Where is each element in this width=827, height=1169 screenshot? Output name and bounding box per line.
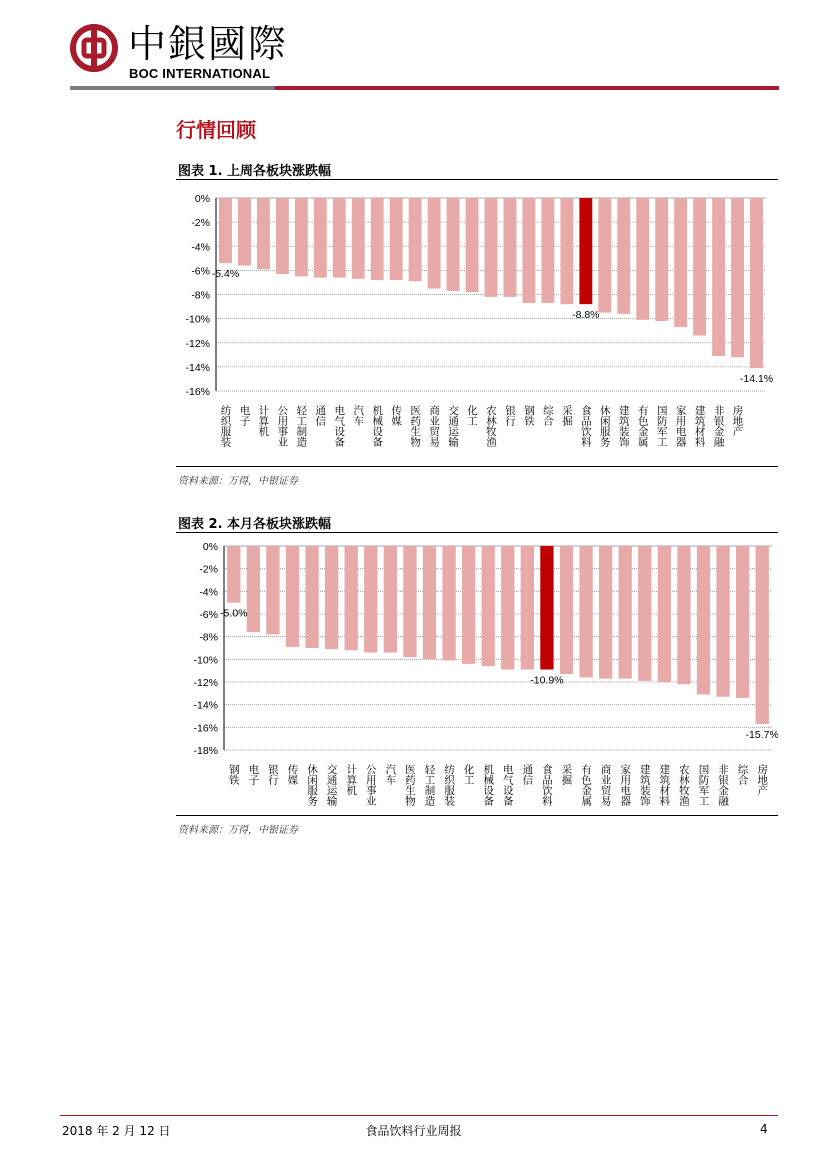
bar: [598, 198, 611, 313]
y-tick-label: -14%: [193, 699, 218, 712]
bar: [409, 198, 422, 281]
bar: [638, 546, 651, 681]
chart-1: [176, 184, 778, 464]
bar: [736, 546, 749, 698]
chart-1-svg: [176, 184, 778, 464]
category-label: 房地产: [731, 405, 744, 437]
y-tick-label: -6%: [191, 265, 210, 278]
data-label: -15.7%: [745, 728, 778, 741]
category-label: 休闲服务: [598, 405, 611, 447]
bar: [325, 546, 338, 649]
data-label: -5.0%: [220, 607, 248, 620]
category-label: 电子: [247, 764, 260, 785]
category-label: 银行: [503, 405, 516, 426]
section-title: 行情回顾: [176, 118, 256, 142]
category-label: 机械设备: [371, 405, 384, 447]
bar: [238, 198, 251, 266]
category-label: 非银金融: [712, 405, 725, 447]
category-label: 非银金融: [717, 764, 730, 806]
chart-2-svg: [176, 536, 778, 814]
category-label: 电子: [238, 405, 251, 426]
category-label: 通信: [314, 405, 327, 426]
figure-2-title: 图表 2. 本月各板块涨跌幅: [178, 517, 332, 532]
bar: [314, 198, 327, 278]
header-bar-grey: [70, 86, 275, 90]
bar: [462, 546, 475, 664]
y-tick-label: -8%: [199, 631, 218, 644]
bar: [541, 198, 554, 303]
data-label: -8.8%: [572, 309, 600, 322]
bar: [501, 546, 514, 670]
bar: [560, 198, 573, 304]
category-label: 建筑材料: [693, 405, 706, 447]
category-label: 国防军工: [655, 405, 668, 447]
bar: [504, 198, 517, 297]
bar: [655, 198, 668, 321]
y-tick-label: -12%: [193, 677, 218, 689]
category-label: 汽车: [352, 405, 365, 426]
bar: [428, 198, 441, 288]
bar: [447, 198, 460, 291]
bar: [442, 546, 455, 660]
category-label: 轻工制造: [423, 764, 436, 806]
category-label: 通信: [521, 764, 534, 785]
category-label: 传媒: [286, 764, 299, 785]
bar: [697, 546, 710, 694]
y-tick-label: -8%: [191, 289, 210, 302]
bar: [716, 546, 729, 697]
page-number: 4: [760, 1122, 768, 1136]
bar: [390, 198, 403, 280]
bar: [286, 546, 299, 647]
category-label: 汽车: [384, 764, 397, 785]
bar: [579, 546, 592, 677]
figure-1-top-rule: [176, 179, 778, 180]
bar: [384, 546, 397, 653]
footer-rule: [60, 1115, 778, 1116]
figure-2-bottom-rule: [176, 815, 778, 816]
category-label: 轻工制造: [295, 405, 308, 447]
category-label: 交通运输: [447, 405, 460, 447]
category-label: 采掘: [560, 405, 573, 426]
category-label: 商业贸易: [428, 405, 441, 447]
bar: [403, 546, 416, 657]
data-label: -14.1%: [739, 373, 774, 386]
figure-2-source: 资料来源：万得，中银证券: [178, 825, 298, 836]
bar: [658, 546, 671, 682]
bar: [712, 198, 725, 356]
bar: [750, 198, 763, 368]
y-tick-label: -2%: [191, 217, 210, 230]
bar: [485, 198, 498, 297]
brand-name-chinese: 中銀國際: [128, 22, 289, 66]
bar: [677, 546, 690, 684]
category-label: 采掘: [560, 764, 573, 785]
bar: [693, 198, 706, 336]
y-tick-label: -4%: [191, 241, 210, 254]
category-label: 家用电器: [619, 764, 632, 806]
category-label: 食品饮料: [579, 405, 592, 447]
bar: [466, 198, 479, 292]
footer-title: 食品饮料行业周报: [365, 1124, 462, 1138]
y-tick-label: -6%: [199, 609, 218, 621]
figure-1-source: 资料来源：万得，中银证券: [178, 476, 298, 487]
category-label: 传媒: [390, 405, 403, 426]
bar: [522, 198, 535, 303]
bar: [295, 198, 308, 276]
header-bar-red: [275, 86, 779, 90]
category-label: 计算机: [257, 405, 270, 437]
y-tick-label: -10%: [193, 654, 218, 667]
bar: [345, 546, 358, 650]
category-label: 有色金属: [580, 764, 593, 806]
bar: [371, 198, 384, 280]
category-label: 电气设备: [501, 764, 514, 806]
figure-2-top-rule: [176, 532, 778, 533]
category-label: 银行: [266, 764, 279, 785]
bar: [423, 546, 436, 659]
category-label: 交通运输: [325, 764, 338, 806]
bar: [266, 546, 279, 634]
category-label: 农林牧渔: [485, 405, 497, 447]
y-tick-label: 0%: [202, 541, 218, 553]
bar: [219, 198, 232, 263]
category-label: 化工: [462, 764, 475, 785]
y-tick-label: -18%: [193, 745, 218, 757]
data-label: -10.9%: [530, 674, 564, 687]
y-tick-label: -4%: [199, 586, 218, 599]
category-label: 公用事业: [276, 405, 289, 447]
category-label: 电气设备: [333, 405, 346, 447]
bar: [674, 198, 687, 327]
boc-logo-icon: [70, 24, 118, 72]
bar: [521, 546, 534, 670]
y-tick-label: 0%: [194, 193, 210, 205]
y-tick-label: -16%: [193, 722, 218, 735]
bar: [247, 546, 260, 632]
category-label: 建筑装饰: [617, 405, 630, 447]
category-label: 建筑装饰: [638, 764, 651, 806]
bar: [560, 546, 573, 674]
y-tick-label: -12%: [185, 337, 210, 350]
figure-1-title: 图表 1. 上周各板块涨跌幅: [178, 164, 332, 179]
bar: [617, 198, 630, 314]
bar: [636, 198, 649, 320]
bar: [305, 546, 318, 648]
category-label: 有色金属: [636, 405, 649, 447]
bar: [276, 198, 289, 274]
chart-2: [176, 536, 778, 814]
footer-date: 2018 年 2 月 12 日: [62, 1124, 171, 1138]
bar: [756, 546, 769, 724]
category-label: 化工: [466, 405, 479, 426]
bar: [352, 198, 365, 279]
category-label: 综合: [736, 764, 749, 785]
category-label: 家用电器: [674, 405, 687, 447]
y-tick-label: -10%: [185, 313, 210, 326]
category-label: 钢铁: [522, 405, 535, 426]
category-label: 商业贸易: [599, 764, 612, 806]
figure-1-bottom-rule: [176, 466, 778, 467]
bar: [579, 198, 592, 304]
brand-name-english: BOC INTERNATIONAL: [129, 66, 271, 81]
category-label: 钢铁: [227, 764, 240, 785]
category-label: 医药生物: [409, 405, 422, 447]
category-label: 综合: [541, 405, 554, 426]
bar: [333, 198, 346, 278]
data-label: -5.4%: [211, 268, 240, 281]
category-label: 建筑材料: [658, 764, 671, 806]
category-label: 纺织服装: [443, 764, 456, 806]
category-label: 国防军工: [697, 764, 710, 806]
category-label: 机械设备: [482, 764, 495, 806]
bar: [619, 546, 632, 679]
category-label: 农林牧渔: [677, 764, 690, 806]
category-label: 房地产: [756, 764, 769, 796]
bar: [599, 546, 612, 679]
bar: [257, 198, 270, 269]
category-label: 食品饮料: [540, 764, 553, 806]
category-label: 公用事业: [364, 764, 377, 806]
bar: [540, 546, 553, 670]
category-label: 医药生物: [403, 764, 416, 806]
category-label: 计算机: [345, 764, 358, 796]
y-tick-label: -2%: [199, 563, 218, 576]
category-label: 休闲服务: [306, 764, 319, 806]
bar: [731, 198, 744, 357]
y-tick-label: -14%: [185, 361, 210, 374]
y-tick-label: -16%: [185, 386, 210, 398]
category-label: 纺织服装: [219, 405, 232, 447]
bar: [482, 546, 495, 666]
bar: [364, 546, 377, 653]
bar: [227, 546, 240, 603]
